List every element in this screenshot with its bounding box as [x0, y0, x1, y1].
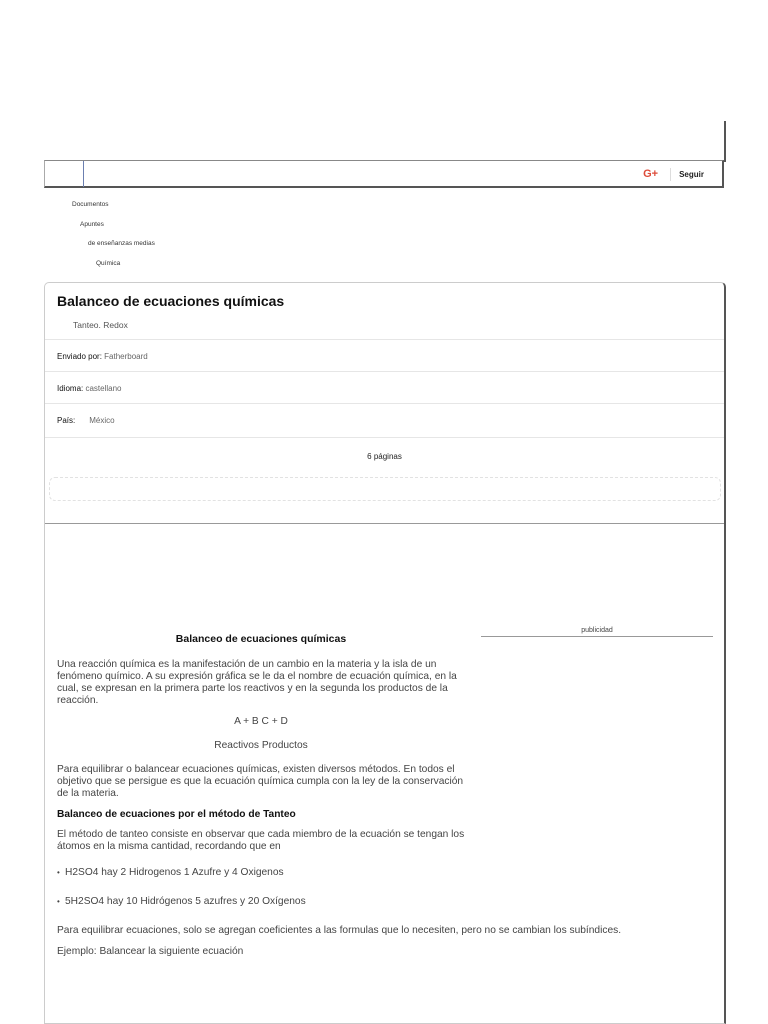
subheading-tanteo: Balanceo de ecuaciones por el método de Tanteo: [57, 809, 296, 820]
sent-by-value[interactable]: Fatherboard: [104, 352, 148, 361]
ad-label: publicidad: [481, 627, 713, 637]
language-value: castellano: [85, 384, 122, 393]
content-separator: [45, 523, 724, 524]
page-count: 6 páginas: [367, 452, 402, 461]
follow-button[interactable]: Seguir: [670, 168, 718, 181]
breadcrumb: [72, 200, 155, 278]
sent-by-row: [45, 339, 724, 372]
country-row: [45, 403, 724, 436]
paragraph-example: Ejemplo: Balancear la siguiente ecuación: [57, 946, 244, 957]
content-heading: Balanceo de ecuaciones químicas: [175, 633, 347, 645]
breadcrumb-item-ensenanzas-medias[interactable]: de enseñanzas medias: [88, 240, 155, 247]
language-row: [45, 371, 724, 404]
example-list: [57, 867, 465, 908]
country-value: México: [89, 416, 115, 425]
document-subtitle: Tanteo. Redox: [73, 320, 128, 330]
breadcrumb-item-quimica[interactable]: Química: [96, 259, 121, 267]
document-title: Balanceo de ecuaciones químicas: [57, 293, 285, 309]
google-plus-icon[interactable]: G+: [643, 168, 659, 180]
bullet-icon: •: [57, 897, 60, 906]
breadcrumb-item-documentos[interactable]: Documentos: [72, 201, 109, 208]
language-label: Idioma:: [57, 384, 84, 393]
header-bar: [44, 160, 724, 188]
header-divider: [83, 161, 84, 187]
ad-placeholder: [49, 477, 721, 501]
list-item: • 5H2SO4 hay 10 Hidrógenos 5 azufres y 20 Oxígenos: [57, 896, 306, 907]
pages-row: [45, 437, 724, 474]
header-frame-edge: [724, 121, 726, 162]
paragraph-methods: Para equilibrar o balancear ecuaciones químicas, existen diversos métodos. En todos el objetivo que se persigue es que la ecuación química cumpla con la ley de la conservación de la materia.: [57, 764, 464, 799]
equation: A + B C + D: [234, 716, 288, 727]
paragraph-coefficients: Para equilibrar ecuaciones, solo se agregan coeficientes a las formulas que lo necesiten, pero no se cambian los subíndices.: [57, 925, 622, 936]
document-content: [57, 633, 622, 967]
follow-widget: [643, 165, 718, 183]
equation-caption: Reactivos Productos: [214, 740, 308, 751]
paragraph-tanteo: El método de tanteo consiste en observar que cada miembro de la ecuación se tengan los átomos en la misma cantidad, recordando que en: [57, 829, 465, 852]
list-item: • H2SO4 hay 2 Hidrogenos 1 Azufre y 4 Oxigenos: [57, 867, 284, 878]
country-label: País:: [57, 416, 76, 425]
breadcrumb-item-apuntes[interactable]: Apuntes: [80, 220, 104, 228]
paragraph-intro: Una reacción química es la manifestación de un cambio en la materia y la isla de un fenómeno químico. A su expresión gráfica se le da el nombre de ecuación química, en la cual, se expresan en la primera parte los reactivos y en la segunda los productos de la reacción.: [57, 659, 457, 706]
sent-by-label: Enviado por:: [57, 352, 102, 361]
bullet-icon: •: [57, 868, 60, 877]
document-card: [44, 282, 726, 1024]
